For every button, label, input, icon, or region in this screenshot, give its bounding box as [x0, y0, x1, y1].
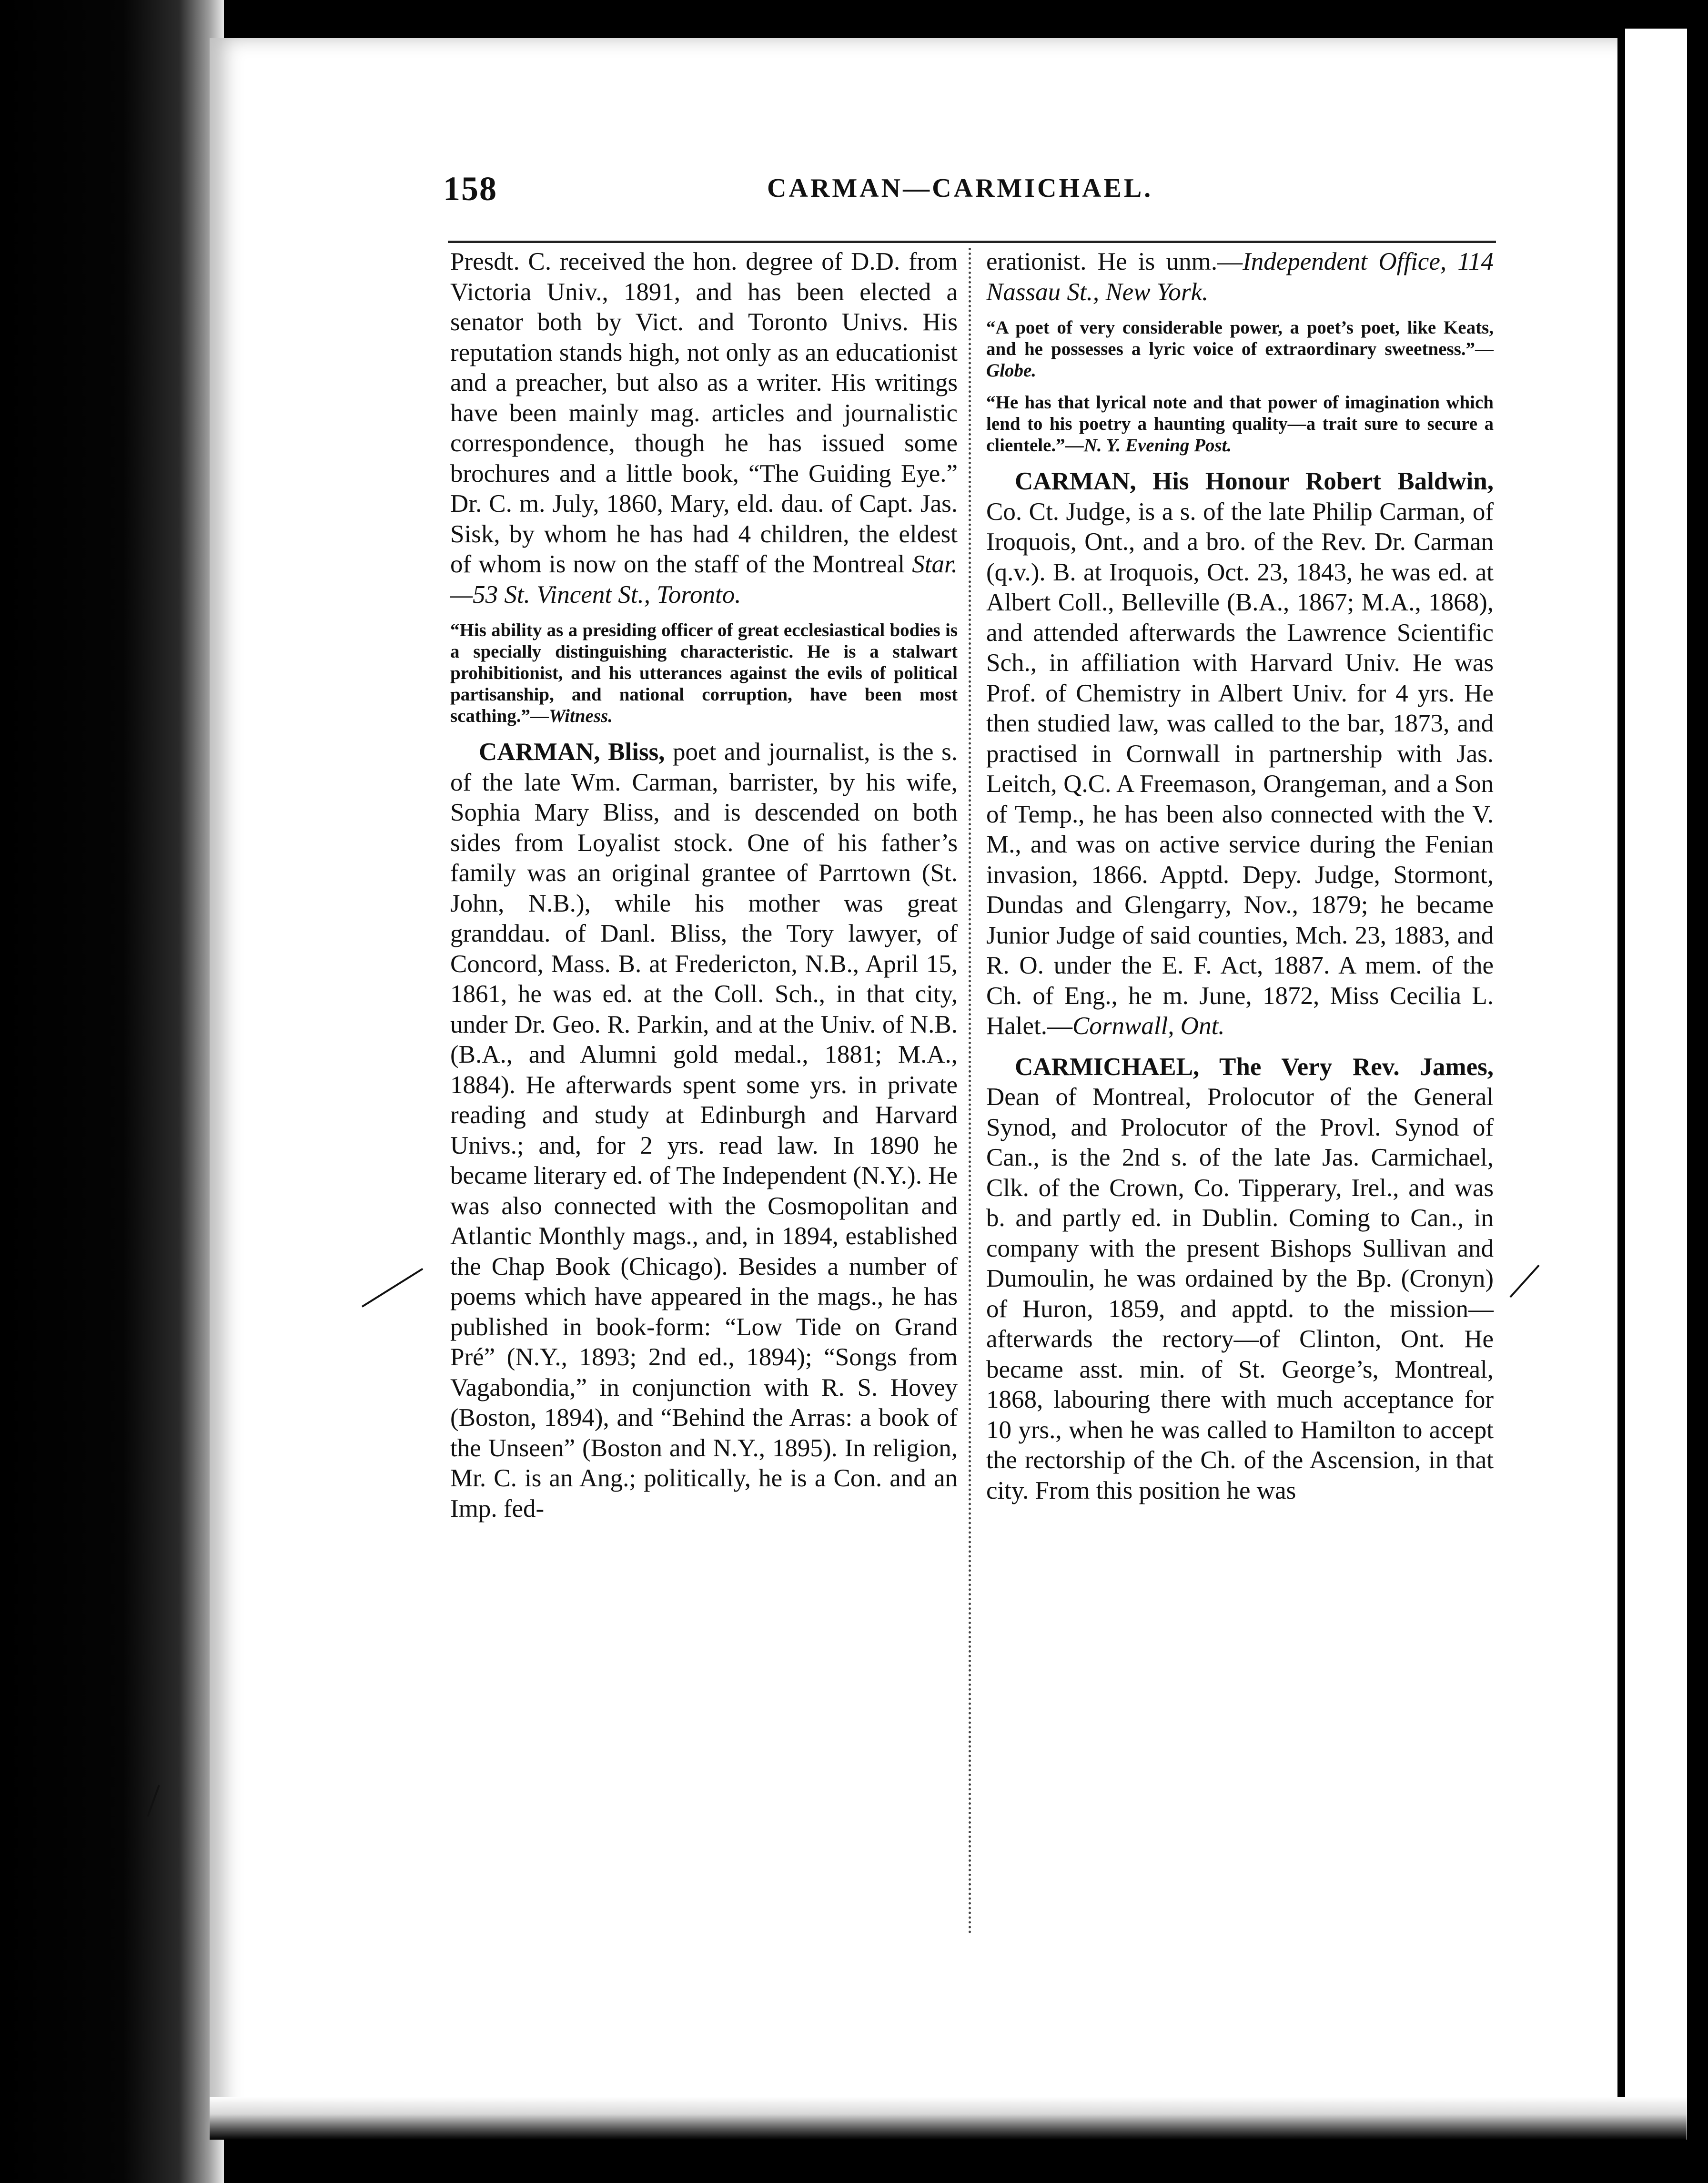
- header-rule: [448, 241, 1496, 243]
- press-quote: [986, 392, 1494, 456]
- scan-right-edge: [1617, 29, 1687, 2140]
- paragraph-text: erationist. He is unm.—: [986, 248, 1243, 275]
- address-source: Star.—53 St. Vincent St., Toronto.: [450, 550, 958, 609]
- right-column: [986, 247, 1494, 1506]
- entry-heading: CARMICHAEL, The Very Rev. James,: [1015, 1053, 1494, 1081]
- entry-heading: CARMAN, Bliss,: [479, 738, 665, 766]
- scan-left-edge: [0, 0, 224, 2183]
- entry-heading: CARMAN, His Honour Robert Baldwin,: [1015, 467, 1494, 495]
- scan-bottom-edge: [210, 2097, 1687, 2140]
- entry-text: Co. Ct. Judge, is a s. of the late Philip Carman, of Iroquois, Ont., and a bro. of the Rev. Dr. Carman (q.v.). B. at Iroquois, Oct. 23, 1843, he was ed. at Albert Coll., Belleville (B.A., 1867; M.A., 1868), and attended afterwards the Lawrence Scientific Sch., in affiliation with Harvard Univ. He was Prof. of Chemistry in Albert Univ. for 4 yrs. He then studied law, was called to the bar, 1873, and practised in Cornwall in partnership with Jas. Leitch, Q.C. A Freemason, Orangeman, and a Son of Temp., he has been also connected with the V. M., and was on active service during the Fenian invasion, 1866. Apptd. Depy. Judge, Stormont, Dundas and Glengarry, Nov., 1879; he became Junior Judge of said counties, Mch. 23, 1883, and R. O. under the E. F. Act, 1887. A mem. of the Ch. of Eng., he m. June, 1872, Miss Cecilia L. Halet.—: [986, 498, 1494, 1040]
- press-quote: [986, 317, 1494, 381]
- page-header: [443, 169, 1491, 222]
- entry-carman-bliss: [450, 737, 958, 1524]
- entry-carmichael: [986, 1052, 1494, 1506]
- quote-source: Witness.: [548, 706, 613, 726]
- press-quote: [450, 619, 958, 727]
- running-title: CARMAN—CARMICHAEL.: [767, 173, 1153, 203]
- quote-source: N. Y. Evening Post.: [1083, 435, 1232, 456]
- entry-carman-robert: [986, 467, 1494, 1042]
- entry-text: poet and journalist, is the s. of the late Wm. Carman, barrister, by his wife, Sophia Mary Bliss, and is descended on both sides from Loyalist stock. One of his father’s family was an original grantee of Parrtown (St. John, N.B.), while his mother was great granddau. of Danl. Bliss, the Tory lawyer, of Concord, Mass. B. at Fredericton, N.B., April 15, 1861, he was ed. at the Coll. Sch., in that city, under Dr. Geo. R. Parkin, and at the Univ. of N.B. (B.A., and Alumni gold medal., 1881; M.A., 1884). He afterwards spent some yrs. in private reading and study at Edinburgh and Harvard Univs.; and, for 2 yrs. read law. In 1890 he became literary ed. of The Independent (N.Y.). He was also connected with the Cosmopolitan and Atlantic Monthly mags., and, in 1894, established the Chap Book (Chicago). Besides a number of poems which have appeared in the mags., he has published in book-form: “Low Tide on Grand Pré” (N.Y., 1893; 2nd ed., 1894); “Songs from Vagabondia,” in conjunction with R. S. Hovey (Boston, 1894), and “Behind the Arras: a book of the Unseen” (Boston and N.Y., 1895). In religion, Mr. C. is an Ang.; politically, he is a Con. and an Imp. fed-: [450, 738, 958, 1523]
- quote-text: “His ability as a presiding officer of great ecclesiastical bodies is a specially distinguishing characteristic. He is a stalwart prohibitionist, and his utterances against the evils of political partisanship, and national corruption, have been most scathing.”—: [450, 620, 958, 726]
- continuation-paragraph: [986, 247, 1494, 307]
- address-source: Independent Office, 114 Nassau St., New York.: [986, 248, 1494, 306]
- page-number: 158: [443, 170, 497, 208]
- continuation-paragraph: [450, 247, 958, 610]
- quote-text: “A poet of very considerable power, a poet’s poet, like Keats, and he possesses a lyric voice of extraordinary sweetness.”—: [986, 317, 1494, 359]
- column-divider: [969, 248, 971, 1935]
- quote-text: “He has that lyrical note and that power of imagination which lend to his poetry a haunting quality—a trait sure to secure a clientele.”—: [986, 392, 1494, 456]
- entry-text: Dean of Montreal, Prolocutor of the General Synod, and Prolocutor of the Provl. Synod of Can., is the 2nd s. of the late Jas. Carmichael, Clk. of the Crown, Co. Tipperary, Irel., and was b. and partly ed. in Dublin. Coming to Can., in company with the present Bishops Sullivan and Dumoulin, he was ordained by the Bp. (Cronyn) of Huron, 1859, and apptd. to the mission—afterwards the rectory—of Clinton, Ont. He became asst. min. of St. George’s, Montreal, 1868, labouring there with much acceptance for 10 yrs., when he was called to Hamilton to accept the rectorship of the Ch. of the Ascension, in that city. From this position he was: [986, 1083, 1494, 1504]
- quote-source: Globe.: [986, 360, 1037, 381]
- paragraph-text: Presdt. C. received the hon. degree of D.D. from Victoria Univ., 1891, and has been elected a senator both by Vict. and Toronto Univs. His reputation stands high, not only as an educationist and a preacher, but also as a writer. His writings have been mainly mag. articles and journalistic correspondence, though he has issued some brochures and a little book, “The Guiding Eye.” Dr. C. m. July, 1860, Mary, eld. dau. of Capt. Jas. Sisk, by whom he has had 4 children, the eldest of whom is now on the staff of the Montreal: [450, 248, 958, 578]
- left-column: [450, 247, 958, 1524]
- address-source: Cornwall, Ont.: [1072, 1012, 1225, 1040]
